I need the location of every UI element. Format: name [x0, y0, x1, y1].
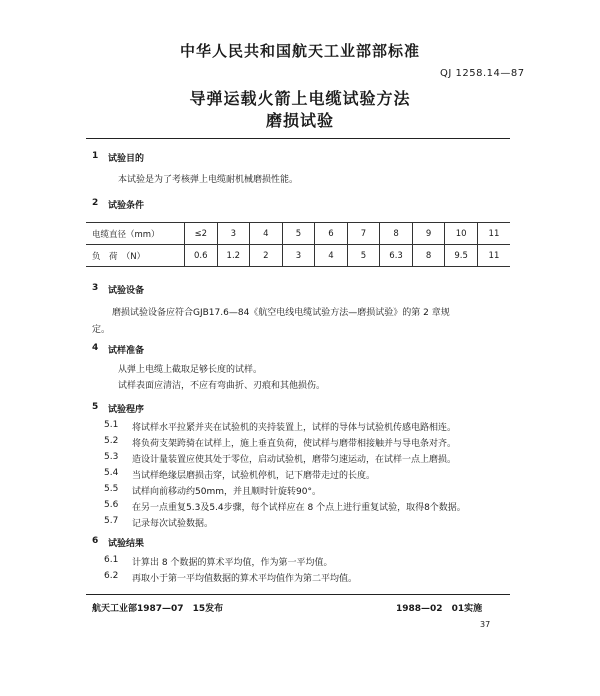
table-cell: 11: [477, 245, 510, 267]
section-5-number: 5: [92, 402, 99, 412]
table-cell: 8: [412, 245, 445, 267]
table-cell: 6.3: [380, 245, 413, 267]
result-number: 6.2: [104, 571, 119, 581]
section-1-text: 本试验是为了考核弹上电缆耐机械磨损性能。: [118, 175, 299, 185]
table-cell: 6: [315, 223, 348, 245]
table-cell: 11: [477, 223, 510, 245]
result-text: 计算出 8 个数据的算术平均值，作为第一平均值。: [132, 558, 333, 568]
table-cell: 10: [445, 223, 478, 245]
table-cell: 1.2: [217, 245, 250, 267]
table-cell: 3: [217, 223, 250, 245]
standard-code: QJ 1258.14—87: [440, 68, 525, 79]
section-6-title: 试验结果: [108, 539, 145, 549]
section-3-title: 试验设备: [108, 286, 145, 296]
test-conditions-table: [86, 222, 510, 267]
document-subtitle: 磨损试验: [265, 111, 334, 130]
issue-date: 航天工业部1987—07 15发布: [92, 604, 224, 614]
section-1-title: 试验目的: [108, 154, 145, 164]
step-number: 5.5: [104, 484, 119, 494]
step-number: 5.4: [104, 468, 119, 478]
section-6-number: 6: [92, 536, 99, 546]
step-text: 当试样绝缘层磨损击穿，试验机停机，记下磨带走过的长度。: [132, 471, 376, 481]
table-cell: 0.6: [185, 245, 218, 267]
table-cell: 5: [282, 223, 315, 245]
table-row-load: [86, 245, 510, 267]
table-cell: 5: [347, 245, 380, 267]
section-4-title: 试样准备: [108, 346, 145, 356]
table-cell: 3: [282, 245, 315, 267]
table-row-diameter: [86, 223, 510, 245]
step-text: 造设计量装置应使其处于零位，启动试验机，磨带匀速运动，在试样一点上磨损。: [132, 455, 457, 465]
effective-date: 1988—02 01实施: [396, 604, 483, 614]
step-text: 将负荷支架跨骑在试样上，施上垂直负荷，使试样与磨带相接触并与导电条对齐。: [132, 439, 457, 449]
step-text: 将试样水平拉紧并夹在试验机的夹持装置上，试样的导体与试验机传感电路相连。: [132, 423, 457, 433]
header-divider: [86, 138, 510, 139]
document-title: 导弹运载火箭上电缆试验方法: [189, 89, 411, 108]
result-text: 再取小于第一平均值数据的算术平均值作为第二平均值。: [132, 574, 358, 584]
section-3-text-line1: 磨损试验设备应符合GJB17.6—84《航空电线电缆试验方法—磨损试验》的第 2 章规: [112, 308, 450, 318]
section-4-text-line2: 试样表面应清洁，不应有弯曲折、刃痕和其他损伤。: [118, 381, 326, 391]
table-row-label: 负 荷 （N）: [86, 245, 185, 267]
table-cell: 4: [250, 223, 283, 245]
page-number: 37: [480, 620, 491, 629]
step-text: 在另一点重复5.3及5.4步骤，每个试样应在 8 个点上进行重复试验，取得8个数据。: [132, 503, 466, 513]
step-number: 5.3: [104, 452, 119, 462]
issuing-organization: 中华人民共和国航天工业部部标准: [179, 42, 420, 60]
section-5-title: 试验程序: [108, 405, 145, 415]
table-cell: 2: [250, 245, 283, 267]
step-number: 5.2: [104, 436, 119, 446]
table-cell: 9: [412, 223, 445, 245]
table-cell: ≤2: [185, 223, 218, 245]
table-cell: 7: [347, 223, 380, 245]
step-number: 5.1: [104, 420, 119, 430]
table-row-label: 电缆直径（mm）: [86, 223, 185, 245]
table-cell: 4: [315, 245, 348, 267]
section-4-text-line1: 从弹上电缆上截取足够长度的试样。: [118, 365, 263, 375]
table-cell: 9.5: [445, 245, 478, 267]
step-text: 试样向前移动约50mm，并且顺时针旋转90°。: [132, 487, 321, 497]
result-number: 6.1: [104, 555, 119, 565]
step-text: 记录每次试验数据。: [132, 519, 214, 529]
section-2-title: 试验条件: [108, 201, 145, 211]
table-cell: 8: [380, 223, 413, 245]
section-4-number: 4: [92, 343, 99, 353]
section-1-number: 1: [92, 151, 99, 161]
step-number: 5.7: [104, 516, 119, 526]
step-number: 5.6: [104, 500, 119, 510]
section-3-number: 3: [92, 283, 99, 293]
footer-divider: [86, 594, 510, 595]
section-2-number: 2: [92, 198, 99, 208]
section-3-text-line2: 定。: [92, 325, 111, 335]
